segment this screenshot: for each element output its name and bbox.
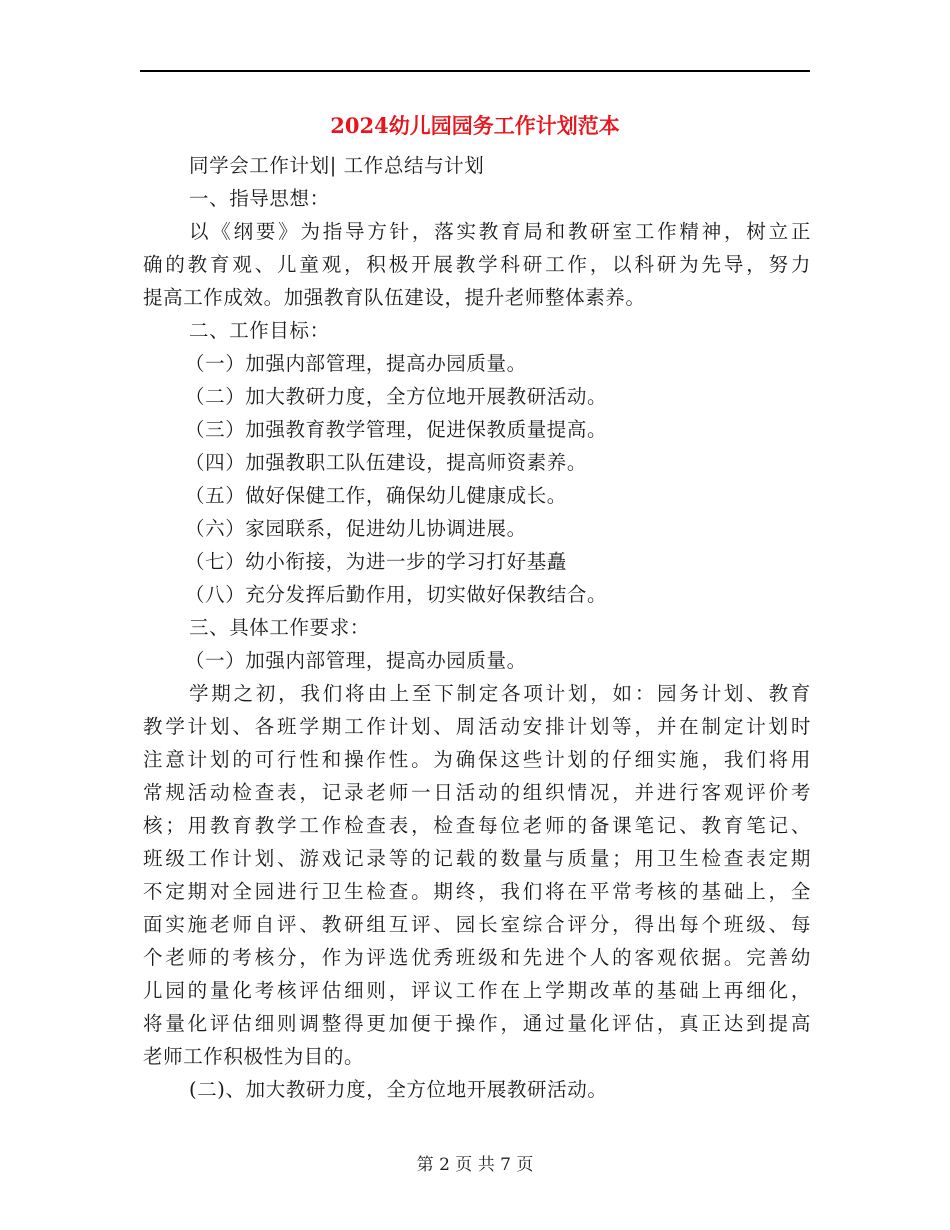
paragraph-line: 老师工作积极性为目的。 <box>143 1045 365 1068</box>
subsection-heading: （一）加强内部管理，提高办园质量。 <box>185 649 527 672</box>
list-item: （六）家园联系，促进幼儿协调进展。 <box>185 517 527 540</box>
list-item: （三）加强教育教学管理，促进保教质量提高。 <box>185 418 608 441</box>
section-heading: 三、具体工作要求： <box>189 616 370 639</box>
paragraph-line: 个老师的考核分，作为评选优秀班级和先进个人的客观依据。完善幼 <box>143 946 811 969</box>
paragraph-line: 以《纲要》为指导方针，落实教育局和教研室工作精神，树立正 <box>189 220 811 243</box>
paragraph-line: 将量化评估细则调整得更加便于操作，通过量化评估，真正达到提高 <box>143 1012 811 1035</box>
list-item: （八）充分发挥后勤作用，切实做好保教结合。 <box>185 583 608 606</box>
header-rule <box>140 70 810 72</box>
paragraph-line: 提高工作成效。加强教育队伍建设，提升老师整体素养。 <box>143 286 646 309</box>
document-title: 2024幼儿园园务工作计划范本 <box>330 113 620 138</box>
paragraph-line: 教学计划、各班学期工作计划、周活动安排计划等，并在制定计划时 <box>143 715 811 738</box>
list-item: （一）加强内部管理，提高办园质量。 <box>185 352 527 375</box>
paragraph-line: 核；用教育教学工作检查表，检查每位老师的备课笔记、教育笔记、 <box>143 814 811 837</box>
paragraph-line: 常规活动检查表，记录老师一日活动的组织情况，并进行客观评价考 <box>143 781 811 804</box>
subsection-heading: (二)、加大教研力度，全方位地开展教研活动。 <box>189 1078 608 1101</box>
document-body <box>143 149 811 1106</box>
paragraph-line: 儿园的量化考核评估细则，评议工作在上学期改革的基础上再细化， <box>143 979 811 1002</box>
paragraph-line: 班级工作计划、游戏记录等的记载的数量与质量；用卫生检查表定期 <box>143 847 811 870</box>
section-heading: 一、指导思想： <box>189 187 330 210</box>
paragraph-line: 注意计划的可行性和操作性。为确保这些计划的仔细实施，我们将用 <box>143 748 811 771</box>
list-item: （五）做好保健工作，确保幼儿健康成长。 <box>185 484 567 507</box>
paragraph-line: 学期之初，我们将由上至下制定各项计划，如：园务计划、教育 <box>189 682 811 705</box>
list-item: （四）加强教职工队伍建设，提高师资素养。 <box>185 451 588 474</box>
list-item: （二）加大教研力度，全方位地开展教研活动。 <box>185 385 608 408</box>
page-number: 第 2 页 共 7 页 <box>416 1155 534 1175</box>
paragraph-line: 不定期对全园进行卫生检查。期终，我们将在平常考核的基础上，全 <box>143 880 811 903</box>
section-heading: 二、工作目标： <box>189 319 330 342</box>
paragraph-line: 面实施老师自评、教研组互评、园长室综合评分，得出每个班级、每 <box>143 913 811 936</box>
subtitle-line: 同学会工作计划| 工作总结与计划 <box>189 154 485 177</box>
paragraph-line: 确的教育观、儿童观，积极开展教学科研工作，以科研为先导，努力 <box>143 253 811 276</box>
list-item: （七）幼小衔接，为进一步的学习打好基矗 <box>185 550 567 573</box>
